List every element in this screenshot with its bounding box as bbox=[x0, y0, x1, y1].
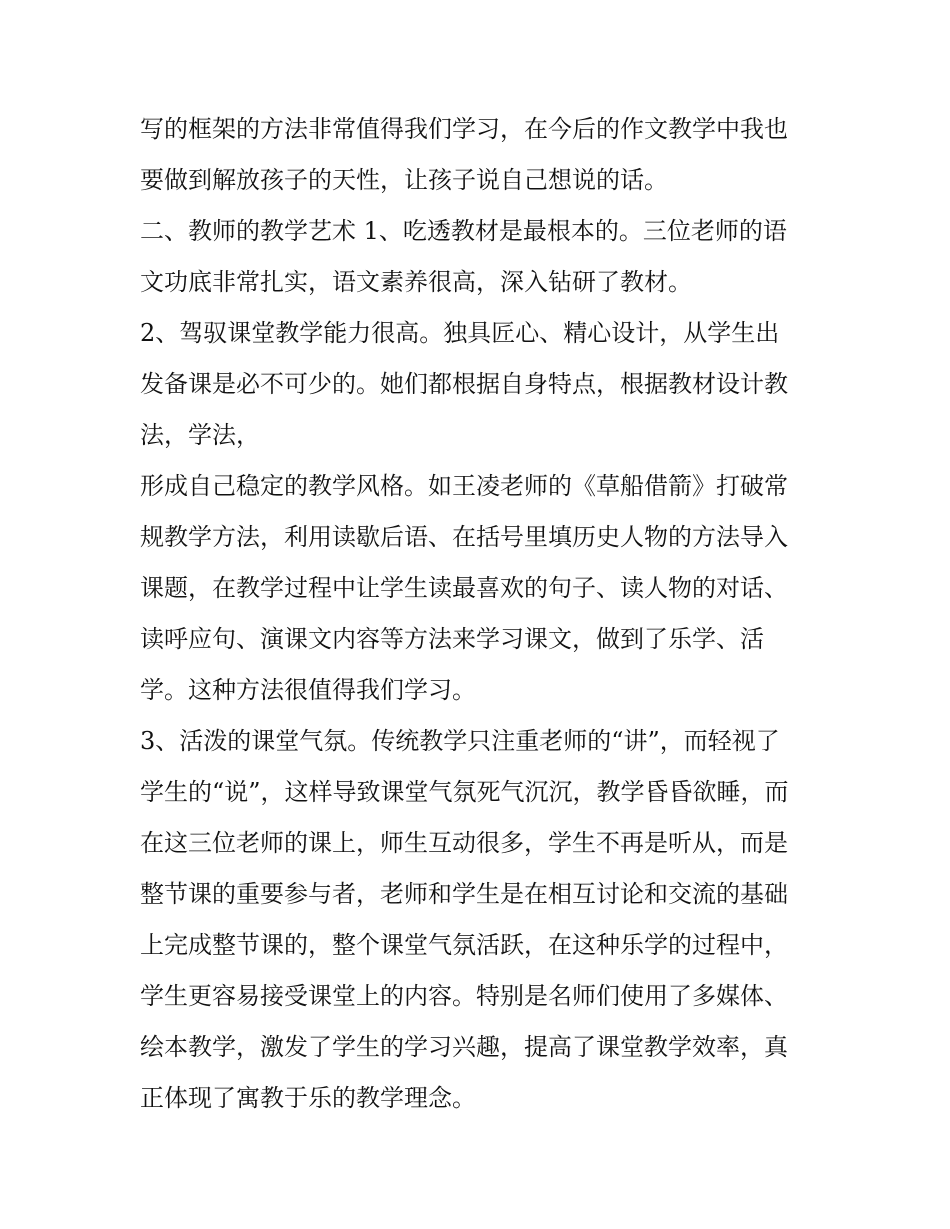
text-line: 文功底非常扎实，语文素养很高，深入钻研了教材。 bbox=[140, 268, 692, 296]
text-line: 在这三位老师的课上，师生互动很多，学生不再是听从，而是 bbox=[140, 829, 788, 857]
text-line: 3、活泼的课堂气氛。传统教学只注重老师的“讲”，而轻视了 bbox=[140, 727, 780, 755]
text-line: 二、教师的教学艺术 1、吃透教材是最根本的。三位老师的语 bbox=[140, 217, 787, 245]
text-line: 读呼应句、演课文内容等方法来学习课文，做到了乐学、活 bbox=[140, 625, 764, 653]
text-line: 上完成整节课的，整个课堂气氛活跃，在这种乐学的过程中， bbox=[140, 931, 788, 959]
text-line: 法，学法， bbox=[140, 421, 260, 449]
text-line: 发备课是必不可少的。她们都根据自身特点，根据教材设计教 bbox=[140, 370, 788, 398]
text-line: 整节课的重要参与者，老师和学生是在相互讨论和交流的基础 bbox=[140, 880, 788, 908]
text-line: 写的框架的方法非常值得我们学习，在今后的作文教学中我也 bbox=[140, 115, 788, 143]
text-line: 课题，在教学过程中让学生读最喜欢的句子、读人物的对话、 bbox=[140, 574, 788, 602]
text-line: 2、驾驭课堂教学能力很高。独具匠心、精心设计，从学生出 bbox=[140, 319, 780, 347]
document-body bbox=[140, 104, 820, 1124]
text-line: 规教学方法，利用读歇后语、在括号里填历史人物的方法导入 bbox=[140, 523, 788, 551]
text-line: 要做到解放孩子的天性，让孩子说自己想说的话。 bbox=[140, 166, 668, 194]
text-line: 形成自己稳定的教学风格。如王凌老师的《草船借箭》打破常 bbox=[140, 472, 788, 500]
text-line: 正体现了寓教于乐的教学理念。 bbox=[140, 1084, 476, 1112]
text-line: 学。这种方法很值得我们学习。 bbox=[140, 676, 476, 704]
text-line: 学生更容易接受课堂上的内容。特别是名师们使用了多媒体、 bbox=[140, 982, 788, 1010]
text-line: 学生的“说”，这样导致课堂气氛死气沉沉，教学昏昏欲睡，而 bbox=[140, 778, 789, 806]
text-line: 绘本教学，激发了学生的学习兴趣，提高了课堂教学效率，真 bbox=[140, 1033, 788, 1061]
